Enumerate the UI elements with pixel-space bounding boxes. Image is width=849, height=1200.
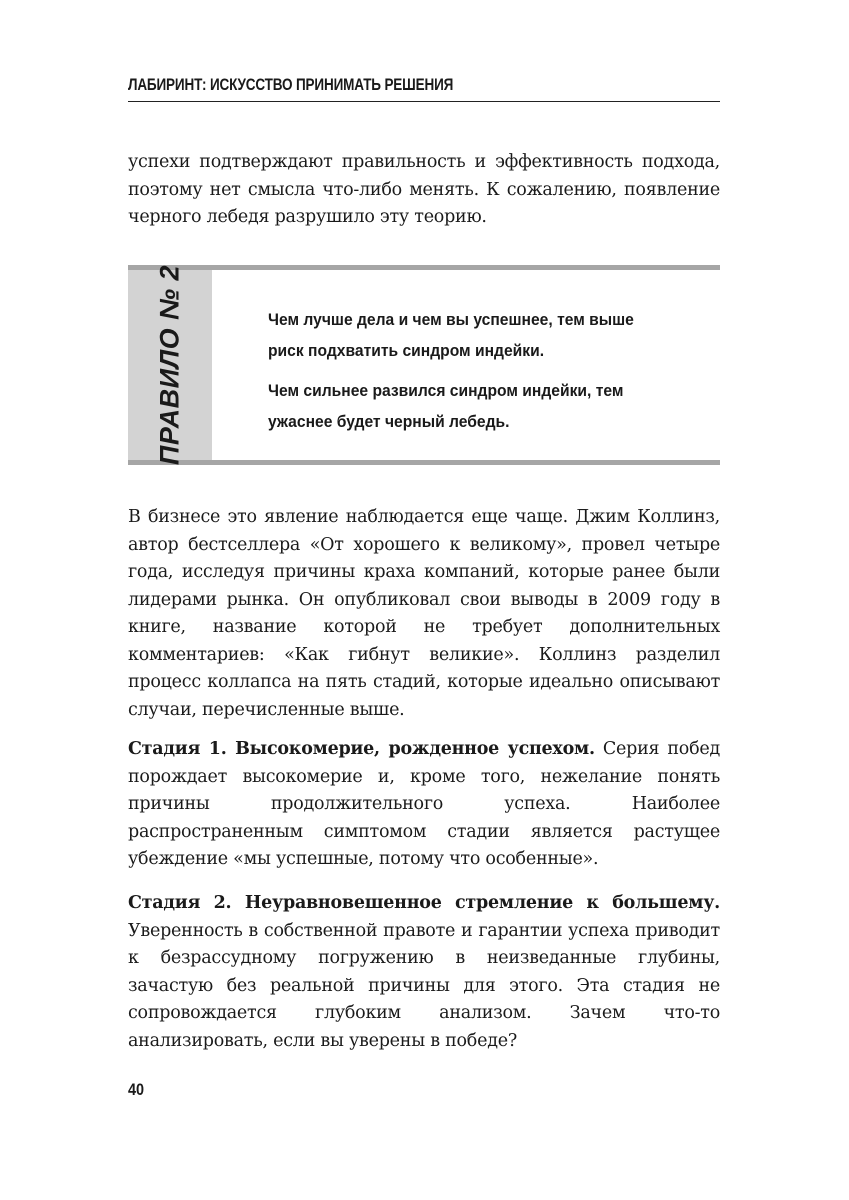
stage-1-title: Стадия 1. Высокомерие, рожденное успехом. [128,739,595,759]
rule-statement-1: Чем лучше дела и чем вы успешнее, тем выше риск подхватить синдром индейки. [268,310,634,360]
stage-1-text: Серия побед порождает высокомерие и, кроме того, нежелание понять причины продолжительного успеха. Наиболее распространенным симптомом стадии является растущее убеждение «мы успешные, потому что особенные». [128,739,720,869]
stage-2-paragraph [128,890,720,1055]
stage-2-text: Уверенность в собственной правоте и гарантии успеха приводит к безрассудному погружению в неизведанные глубины, зачастую без реальной причины для этого. Эта стадия не сопровождается глубоким анализом. Зачем что-то анализировать, если вы уверены в победе? [128,920,720,1051]
rule-label: ПРАВИЛО № 2 [154,264,185,466]
running-header [128,74,720,102]
business-paragraph: В бизнесе это явление наблюдается еще чаще. Джим Коллинз, автор бестселлера «От хорошего к великому», провел четыре года, исследуя причины краха компаний, которые ранее были лидерами рынка. Он опубликовал свои выводы в 2009 году в книге, название которой не требует дополнительных комментариев: «Как гибнут великие». Коллинз разделил процесс коллапса на пять стадий, которые идеально описывают случаи, перечисленные выше. [128,507,720,720]
rule-box [128,265,720,465]
stage-1-paragraph [128,736,720,874]
rule-statement-2: Чем сильнее развился синдром индейки, тем ужаснее будет черный лебедь. [268,381,624,431]
page-number: 40 [128,1080,145,1099]
rule-label-tab [128,264,212,466]
intro-paragraph: успехи подтверждают правильность и эффективность подхода, поэтому нет смысла что-либо менять. К сожалению, появление черного лебедя разрушило эту теорию. [128,152,720,227]
stage-2-title: Стадия 2. Неуравновешенное стремление к большему. [128,893,720,913]
book-title-header: ЛАБИРИНТ: ИСКУССТВО ПРИНИМАТЬ РЕШЕНИЯ [128,76,454,94]
